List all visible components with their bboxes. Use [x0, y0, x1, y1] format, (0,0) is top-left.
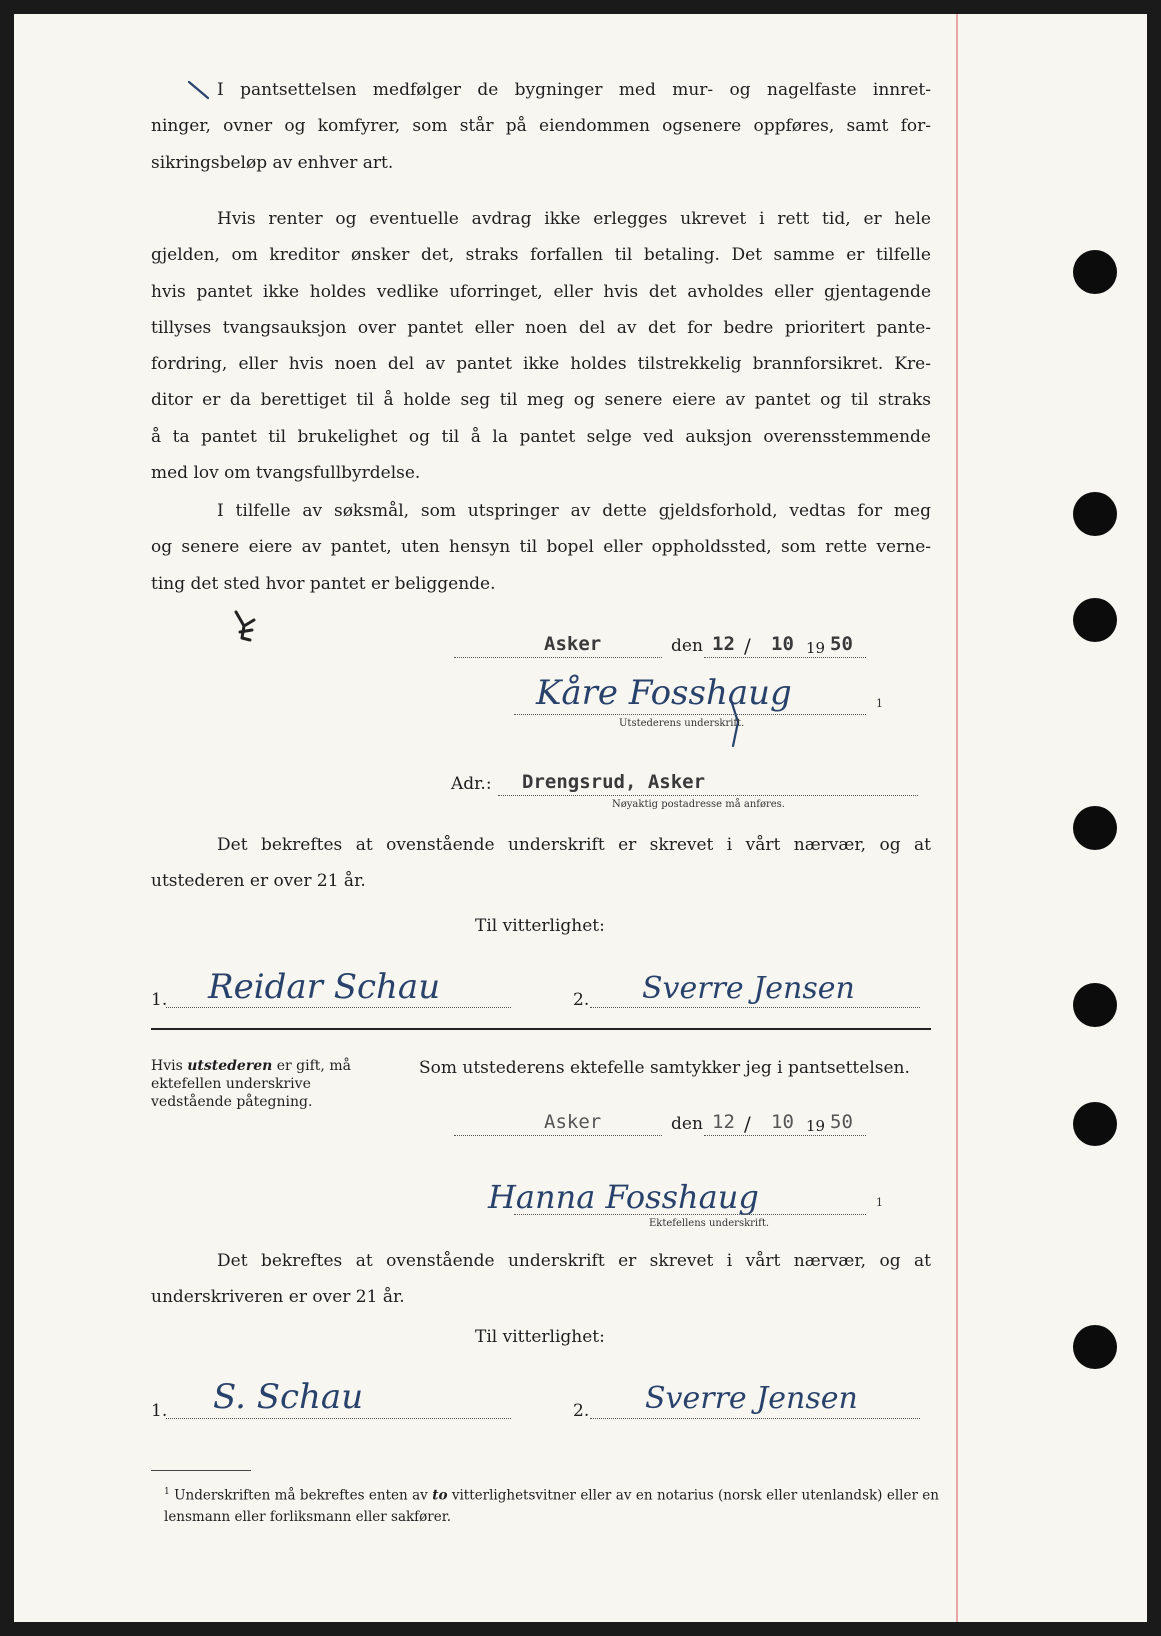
date-line [704, 1135, 866, 1136]
section-divider [151, 1028, 931, 1030]
address-note: Nøyaktig postadresse må anføres. [612, 799, 785, 810]
witness-heading: Til vitterlighet: [475, 916, 605, 936]
date-month: 10 [771, 633, 794, 655]
witness-number: 2. [573, 1401, 590, 1421]
punch-hole [1073, 1102, 1117, 1146]
date-place: Asker [544, 1111, 602, 1133]
text-line: ditor er da berettiget til å holde seg til meg og senere eiere av pantet og til straks [151, 390, 931, 411]
margin-line [956, 14, 958, 1622]
paragraph-jurisdiction [151, 493, 931, 602]
date-place: Asker [544, 633, 602, 655]
text-line: å ta pantet til brukelighet og til å la pantet selge ved auksjon overensstemmende [151, 426, 931, 447]
footnote [164, 1482, 939, 1528]
footnote-marker: 1 [876, 1196, 883, 1209]
svg-text:Sverre Jensen: Sverre Jensen [645, 1381, 858, 1416]
text-line: med lov om tvangsfullbyrdelse. [151, 463, 421, 484]
text-line: Det bekreftes at ovenstående underskrift er skrevet i vårt nærvær, og at [217, 835, 931, 855]
date-year-suffix: 50 [830, 633, 853, 655]
witness1-signature [209, 1362, 449, 1422]
svg-text:Kåre Fosshaug: Kåre Fosshaug [536, 673, 792, 713]
footnote-emphasis: to [432, 1487, 448, 1504]
punch-hole [1073, 983, 1117, 1027]
place-line [454, 657, 662, 658]
date-month: 10 [771, 1111, 794, 1133]
text-line: ting det sted hvor pantet er beliggende. [151, 573, 496, 594]
side-note-text: er gift, må ektefellen underskrive vedstående påtegning. [151, 1058, 351, 1110]
date-year-suffix: 50 [830, 1111, 853, 1133]
side-note [151, 1057, 371, 1111]
text-line: ninger, ovner og komfyrer, som står på eiendommen ogsenere oppføres, samt for- [151, 116, 931, 137]
text-line: og senere eiere av pantet, uten hensyn til bopel eller oppholdssted, som rette verne- [151, 537, 931, 558]
punch-hole [1073, 1325, 1117, 1369]
signature-label: Ektefellens underskrift. [649, 1218, 770, 1229]
footnote-rule [151, 1470, 251, 1471]
text-line: I pantsettelsen medfølger de bygninger med mur- og nagelfaste innret- [217, 80, 931, 100]
footnote-marker: 1 [876, 697, 883, 710]
text-line: tillyses tvangsauksjon over pantet eller noen del av det for bedre prioritert pante- [151, 317, 931, 338]
address-label: Adr.: [451, 774, 492, 794]
svg-text:Sverre Jensen: Sverre Jensen [642, 971, 855, 1006]
witness-number: 2. [573, 990, 590, 1010]
text-line: gjelden, om kreditor ønsker det, straks forfallen til betaling. Det samme er tilfelle [151, 245, 931, 266]
spouse-consent: Som utstederens ektefelle samtykker jeg i pantsettelsen. [419, 1058, 910, 1078]
confirmation-issuer [151, 827, 931, 900]
confirmation-spouse [151, 1243, 931, 1316]
svg-text:Reidar Schau: Reidar Schau [208, 967, 441, 1007]
address-line [498, 795, 918, 796]
side-note-text: Hvis [151, 1058, 188, 1074]
signature-line [514, 714, 866, 715]
text-line: underskriveren er over 21 år. [151, 1287, 405, 1308]
punch-hole [1073, 806, 1117, 850]
date-year-prefix: 19 [806, 639, 826, 657]
signature-label: Utstederens underskrift. [619, 718, 745, 729]
text-line: I tilfelle av søksmål, som utspringer av dette gjeldsforhold, vedtas for meg [217, 501, 931, 521]
date-line [704, 657, 866, 658]
date-day: 12 [712, 1111, 735, 1133]
text-line: fordring, eller hvis noen del av pantet ikke holdes tilstrekkelig brannforsikret. Kre- [151, 354, 931, 375]
text-line: Det bekreftes at ovenstående underskrift er skrevet i vårt nærvær, og at [217, 1251, 931, 1271]
witness2-signature [634, 954, 894, 1014]
address-value: Drengsrud, Asker [522, 771, 706, 793]
witness-heading: Til vitterlighet: [475, 1327, 605, 1347]
stamp-mark-icon [228, 606, 264, 646]
signature-line [514, 1214, 866, 1215]
svg-text:S. Schau: S. Schau [213, 1377, 364, 1417]
witness2-signature [639, 1366, 899, 1426]
footnote-text: Underskriften må bekreftes enten av [174, 1487, 433, 1504]
date-den-label: den [671, 636, 703, 656]
spouse-signature [484, 1164, 844, 1244]
date-slash: / [744, 634, 751, 658]
svg-text:Hanna Fosshaug: Hanna Fosshaug [488, 1178, 759, 1216]
side-note-emphasis: utstederen [187, 1058, 273, 1074]
text-line: hvis pantet ikke holdes vedlike uforringet, eller hvis det avholdes eller gjentagende [151, 281, 931, 302]
text-line: utstederen er over 21 år. [151, 871, 366, 892]
date-day: 12 [712, 633, 735, 655]
witness-number: 1. [151, 1401, 168, 1421]
place-line [454, 1135, 662, 1136]
date-slash: / [744, 1112, 751, 1136]
text-line: Hvis renter og eventuelle avdrag ikke erlegges ukrevet i rett tid, er hele [217, 209, 931, 229]
text-line: sikringsbeløp av enhver art. [151, 152, 394, 173]
date-year-prefix: 19 [806, 1117, 826, 1135]
paragraph-default-terms [151, 201, 931, 491]
footnote-marker: 1 [164, 1487, 170, 1497]
footnote-text: vitterlighetsvitner eller av en notarius (norsk eller utenlandsk) eller en lensmann eller forliksmann eller sakfører. [164, 1487, 939, 1525]
witness1-signature [200, 954, 520, 1014]
document-page [14, 14, 1147, 1622]
punch-hole [1073, 492, 1117, 536]
punch-hole [1073, 250, 1117, 294]
date-den-label: den [671, 1114, 703, 1134]
paragraph-pledge-scope [151, 72, 931, 181]
witness-number: 1. [151, 990, 168, 1010]
punch-hole [1073, 598, 1117, 642]
issuer-signature [526, 662, 792, 752]
